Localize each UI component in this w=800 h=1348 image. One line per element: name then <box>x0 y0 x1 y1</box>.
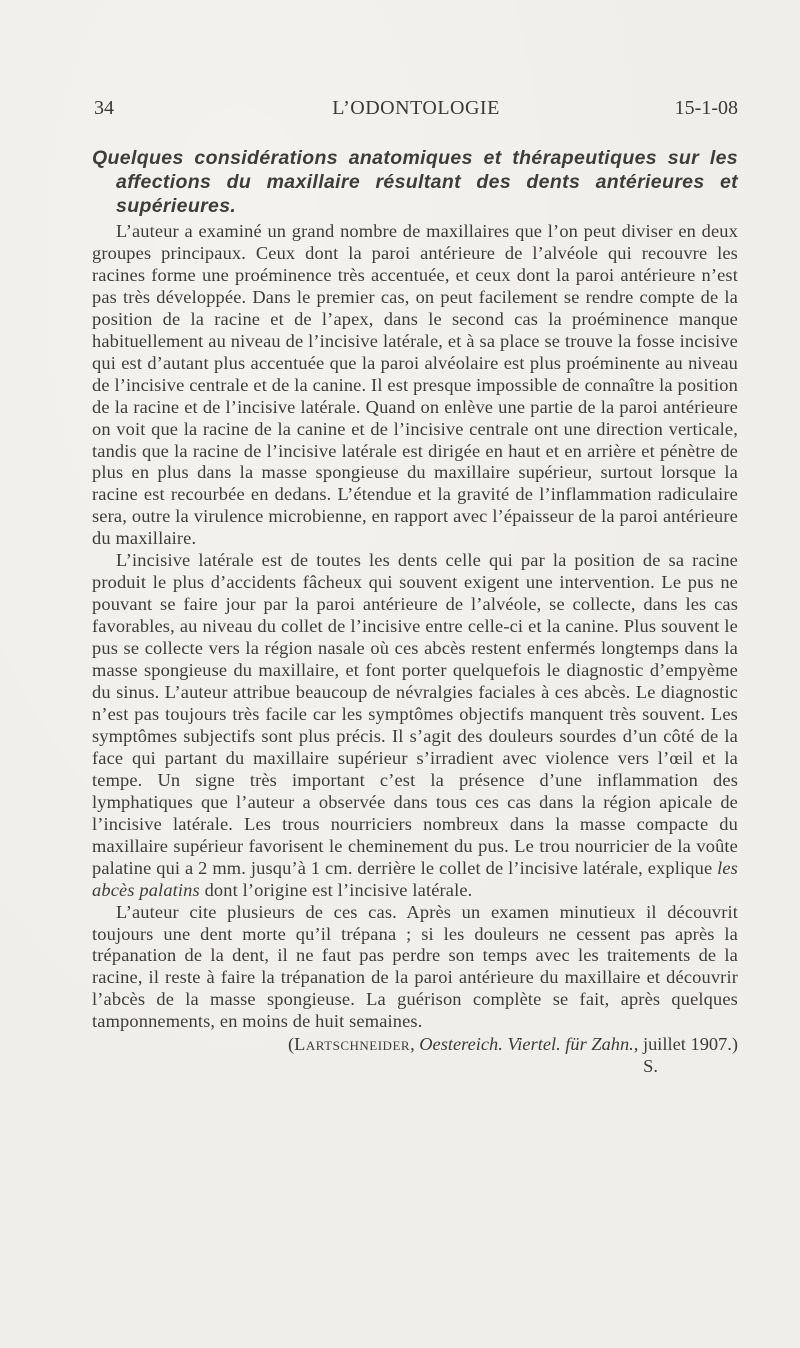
paragraph-3: L’auteur cite plusieurs de ces cas. Après un examen minutieux il découvrit toujours une dent morte qu’il trépana ; si les douleurs ne cessent pas après la trépanation de la dent, il ne faut pas perdre son temps avec les traitements de la racine, il reste à faire la trépanation de la paroi antérieure du maxillaire et découvrir l’abcès de la masse spongieuse. La guérison complète se fait, après quelques tamponnements, en moins de huit semaines. <box>92 901 738 1032</box>
page-number: 34 <box>94 97 114 119</box>
source-citation <box>92 1033 738 1055</box>
journal-title: L’ODONTOLOGIE <box>332 97 500 119</box>
source-author: Lartschneider <box>294 1034 411 1055</box>
source-date: , juillet 1907.) <box>633 1034 738 1055</box>
article-title: Quelques considérations anatomiques et thérapeutiques sur les affections du maxillaire résultant des dents antérieures et supérieures. <box>92 147 738 217</box>
paragraph-2-end: dont l’origine est l’incisive latérale. <box>199 879 473 900</box>
issue-date: 15-1-08 <box>674 97 738 119</box>
source-sep: , <box>410 1034 420 1055</box>
source-journal: Oestereich. Viertel. für Zahn. <box>419 1034 634 1055</box>
running-head <box>94 97 738 127</box>
paragraph-2 <box>92 550 738 901</box>
paragraph-1: L’auteur a examiné un grand nombre de maxillaires que l’on peut diviser en deux groupes principaux. Ceux dont la paroi antérieure de l’alvéole qui recouvre les racines forme une proéminence très accentuée, et ceux dont la paroi antérieure n’est pas très développée. Dans le premier cas, on peut facilement se rendre compte de la position de la racine et de l’apex, dans le second cas la proéminence manque habituellement au niveau de l’incisive latérale, et à sa place se trouve la fosse incisive qui est d’autant plus accentuée que la paroi alvéolaire est plus proéminente au niveau de l’incisive centrale et de la canine. Il est presque impossible de connaître la position de la racine et de l’incisive latérale. Quand on enlève une partie de la paroi antérieure on voit que la racine de la canine et de l’incisive centrale ont une direction verticale, tandis que la racine de l’incisive latérale est dirigée en haut et en arrière et pénètre de plus en plus dans la masse spongieuse du maxillaire supérieur, surtout lorsque la racine est recourbée en dedans. L’étendue et la gravité de l’inflammation radiculaire sera, outre la virulence microbienne, en rapport avec l’épaisseur de la paroi antérieure du maxillaire. <box>92 221 738 549</box>
article <box>92 146 738 1077</box>
signature: S. <box>643 1056 658 1077</box>
paragraph-2-italic: les abcès palatins <box>92 857 738 900</box>
paragraph-2-text: L’incisive latérale est de toutes les dents celle qui par la position de sa racine produit le plus d’accidents fâcheux qui souvent exigent une intervention. Le pus ne pouvant se faire jour par la paroi antérieure de l’alvéole, se collecte, dans les cas favorables, au niveau du collet de l’incisive entre celle-ci et la canine. Plus souvent le pus se collecte vers la région nasale où ces abcès restent enfermés longtemps dans la masse spongieuse du maxillaire, et font porter quelquefois le diagnostic d’empyème du sinus. L’auteur attribue beaucoup de névralgies faciales à ces abcès. Le diagnostic n’est pas toujours très facile car les symptômes objectifs manquent très souvent. Les symptômes subjectifs sont plus précis. Il s’agit des douleurs sourdes d’un côté de la face qui partant du maxillaire supérieur s’irradient avec violence vers l’œil et la tempe. Un signe très important c’est la présence d’une inflammation des lymphatiques que l’auteur a observée dans tous ces cas dans la région apicale de l’incisive latérale. Les trous nourriciers nombreux dans la masse compacte du maxillaire supérieur favorisent le cheminement du pus. Le trou nourricier de la voûte palatine qui a 2 mm. jusqu’à 1 cm. derrière le collet de l’incisive latérale, explique <box>92 550 738 878</box>
source-open: ( <box>288 1034 295 1055</box>
